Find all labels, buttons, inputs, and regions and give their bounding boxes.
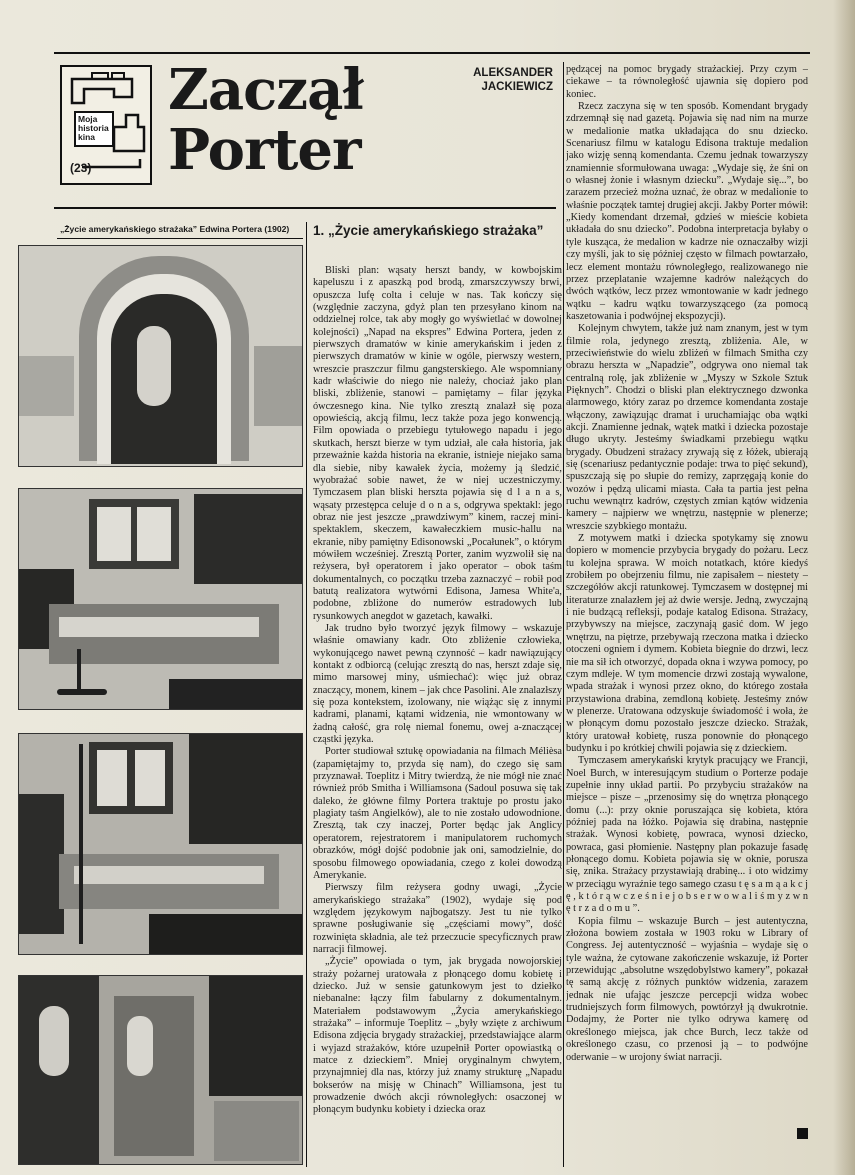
photo-caption: „Życie amerykańskiego strażaka” Edwina Portera (1902): [60, 224, 290, 234]
article-column-middle: [313, 265, 562, 1150]
article-headline: [168, 57, 468, 183]
headline-line-1: Zaczął: [168, 57, 363, 123]
author-byline: [440, 66, 553, 94]
section-heading: 1. „Życie amerykańskiego strażaka”: [313, 223, 544, 238]
author-first-name: ALEKSANDER: [473, 67, 553, 79]
logo-label: Moja historia kina: [74, 111, 114, 147]
series-logo: [60, 65, 152, 185]
column-divider-right: [563, 62, 564, 1167]
series-number: (23): [70, 161, 92, 175]
paragraph: Bliski plan: wąsaty herszt bandy, w kowbojskim kapeluszu i z apaszką pod brodą, zmarszczywszy brwi, opuszcza lufę colta i celuje w nas. Tak kończy się (względnie zaczyna, gdyż plan ten przesyłano kinom na oddzielnej rolce, tak aby mogły go wyświetlać w dowolnej kolejności) „Napad na ekspres” Edwina Portera, jeden z pierwszych dramatów w kinie amerykańskim i jeden z pierwszych dramatów w kinie w ogóle, pierwszy western, wreszcie praszczur filmu gangsterskiego. Ale wspomniany kadr właściwie do niego nie należy, chociaż jako plan bliski, zbliżenie, stanowi – pamiętamy – filar języka ówczesnego kina. Nie tylko zresztą znalazł się poza opowieścią, akcją filmu, lecz także poza jego konwencją. Film opowiada o przebiegu tytułowego napadu i jego skutkach, herszt bierze w tym udział, ale cała historia, jak przeważnie każda historia na ekranie, istnieje niejako sama dla siebie, niby kawałek życia, możemy ją śledzić, wyobrażać sobie nawet, że w niej uczestniczymy. Tymczasem plan bliski herszta pojawia się d l a n a s, wąsaty przestępca celuje d o n a s, odgrywa spektakl: jego obraz nie jest jeszcze „prawdziwym” kinem, raczej mini-spektaklem, skeczem, kawałeczkiem music-hallu na ekranie, niby pamiętny Edisonowski „Pocałunek”, o którym mówiłem wcześniej. Zresztą Porter, zanim wyzwolił się na reżysera, był operatorem i jako operator – obok taśm dokumentalnych, co początku trzeba zaznaczyć – robił pod batutą realizatora wytwórni Edisona, Jamesa White'a, podobne, zbliżone do numerów estradowych lub rysunkowych anegdot w gazetach, kawałki.: [313, 265, 562, 622]
film-still-1: [18, 245, 303, 467]
headline-line-2: Porter: [168, 117, 361, 183]
film-still-3: [18, 733, 303, 955]
top-rule: [54, 52, 810, 54]
article-column-right: [566, 64, 808, 1124]
paragraph: Jak trudno było tworzyć język filmowy – wskazuje właśnie omawiany kadr. Oto zbliżenie człowieka, wykonującego nawet pewną czynność – kadr nawiązujący kontakt z odbiorcą (celując zresztą do nas, herszt zdaje się, mimo marsowej miny, uśmiechać): więc już obraz znaczący, monem, kinem – jak chce Pasolini. Ale znalazłszy się poza kontekstem, izolowany, nie wiążąc się z innymi kadrami, planami, kątami widzenia, nie wmontowany w żadną całość, gra rolę niemal fonemu, owej a-znaczącej cząstki języka.: [313, 622, 562, 746]
paragraph: Z motywem matki i dziecka spotykamy się znowu dopiero w momencie przybycia brygady do pożaru. Lecz tu kolejna sprawa. W moich notatkach, które kiedyś zrobiłem po obejrzeniu filmu, nie zapisałem – niestety – szczegółów akcji ratunkowej. Tymczasem w dostępnej mi literaturze znalazłem jej aż dwie wersje. Jedną, zwyczajną i nie budzącą refleksji, podaje katalog Edisona. Strażacy, przybywszy na miejsce, zaczynają gasić dom. W jego wnętrzu, na piętrze, przebywają rzeczona matka i dziecko otoczeni ogniem i dymem. Kobieta biegnie do drzwi, lecz nie ma sił ich otworzyć, dopada okna i wzywa pomocy, po czym mdleje. W tym momencie drzwi zostają wywalone, wpada strażak i wynosi przez okno, do którego została przystawiona drabina, zemdloną kobietę. Jesteśmy znów w plenerze. Uratowana odzyskuje świadomość i wołа, że w płonącym domu pozostało jeszcze dziecko. Strażak, który uratował kobietę, rusza ponownie do płonącego budynku i po krótkiej chwili pojawia się z dzieckiem.: [566, 533, 808, 754]
paragraph: pędzącej na pomoc brygady strażackiej. Przy czym – ciekawe – ta równoległość ujawnia się dopiero pod koniec.: [566, 64, 808, 100]
film-still-2: [18, 488, 303, 710]
paragraph: Porter studiował sztukę opowiadania na filmach Mélièsa (zapamiętajmy to, przyda się nam), do czego się sam przyznawał. Toeplitz i Mitry twierdzą, że nie mógł nie znać również prób Smitha i Williamsona (Sadoul posuwa się tak daleko, że główne filmy Portera traktuje po prostu jako plagiaty taśm Angielków), ale to nie zostało udowodnione. Zresztą, tak czy inaczej, Porter będąc jak Anglicy operatorem, rejestratorem i manipulatorem ruchomych obrazków, mógł dojść podobnie jak oni, samodzielnie, do sposobu filmowego opowiadania, czego z kolei dowodzą Amerykanie.: [313, 746, 562, 881]
film-still-4: [18, 975, 303, 1165]
author-last-name: JACKIEWICZ: [481, 81, 553, 93]
paragraph: Pierwszy film reżysera godny uwagi, „Życie amerykańskiego strażaka” (1902), wydaje się pod względem językowym najbogatszy. Jest tu nie tylko sprawne posługiwanie się „częściami mowy”, dość rozwinięta składnia, ale też przeczucie specyficznych praw narracji filmowej.: [313, 882, 562, 955]
column-divider-left: [306, 222, 307, 1167]
paragraph: Kolejnym chwytem, także już nam znanym, jest w tym filmie rola, jedynego zresztą, zbliżenia. Ale, w przeciwieństwie do wielu zbliżeń w filmach Smitha czy obrazu hersztа w „Napadzie”, odgrywa ono niemal tak centralną rolę, jak zbliżenie w „Myszy w Szkole Sztuk Pięknych”. Chodzi o bliski plan elektrycznego dzwonka alarmowego, który zaraz po drzemce komendanta zostaje włączony, zawiązując dramat i uruchamiając oba wątki akcji. Znamienne jednak, wątek matki i dziecka pozostaje długo ukryty. Jesteśmy świadkami przebiegu wątku brygady. Obudzeni strażacy zrywają się z łóżek, ubierają się (scenariusz pedantycznie podaje: trwa to pięć sekund), spuszczają się po słupie do remizy, zaprzęgają konie do wozów i pędzą ulicami miasta. Cała ta partia jest pełna ruchu wewnątrz kadrów, częstych zmian kątów widzenia kamery – najpierw we wnętrzu, następnie w plenerze; wreszcie szybkiego montażu.: [566, 323, 808, 532]
end-of-article-mark: [797, 1128, 808, 1139]
caption-underline: [57, 238, 303, 239]
paragraph: Tymczasem amerykański krytyk pracujący we Francji, Noel Burch, w interesującym studium o Porterze podaje zupełnie inny układ partii. Po przybyciu strażaków na miejsce – pisze – „przenosimy się do wnętrza płonącego domu (...): przy oknie poruszająca się kobieta, która później pada na łóżko. Pojawia się drabina, następnie strażak. Wynosi kobietę, powraca, wynosi dziecko, powraca, gasi płomienie. Następny plan pokazuje fasadę płonącego domu. Kobieta pojawia się w oknie, porusza się, znika. Strażacy przystawiają drabinę... i oto widzimy w przeciągu wyraźnie tego samego czasu t ę s a m ą a k c j ę , k t ó r ą w c z e ś n i e j o b s e r w o w a l i ś m y z w n ę t r z a d o m u ”.: [566, 755, 808, 915]
header-bottom-rule: [54, 207, 556, 209]
paragraph: Kopia filmu – wskazuje Burch – jest autentyczna, złożona bowiem została w 1903 roku w Library of Congress. Jej autentyczność – wyjaśnia – wydaje się o tyle ważna, że cytowane zakończenie wskazuje, iż Porter przewidując „absolutne wszędobylstwo kamery”, pokazał tę samą akcję z różnych punktów widzenia, zarazem jednak nie ufając jeszcze percepcji widza wobec trudniejszych form filmowych, powtórzył ją dwukrotnie. Dodajmy, że Porter nie tylko odrywa kamerę od określonego miejsca, jak chce Burch, lecz także od określonego czasu, co przenosi ją – to podwójne oderwanie – w urojony świat narracji.: [566, 915, 808, 1063]
paragraph: Rzecz zaczyna się w ten sposób. Komendant brygady zdrzemnął się nad gazetą. Pojawia się nad nim na murze w medalionie matka układająca do snu dziecko. Scenariusz filmu w katalogu Edisona traktuje medalion jako wizję senną komendanta. Czemu jednak towarzyszy znamiennie sformułowana uwaga: „Wydaje się, że śni on o własnej żonie i własnym dziecku”. „Wydaje się...”, bo zarazem przecież można uznać, że obraz w medalionie to właśnie początek tamtej drugiej akcji. Jakby Porter mówił: „Kiedy komendant drzemał, gdzieś w mieście kobieta układała do snu dziecko”. Podobna interpretacja byłaby o tyle kusząca, że medalion w kadrze nie oznaczałby wizji czy myśli, jak to się później często w filmach powtarzało, lecz element montażu równoległego, realizowanego nie przez przeplatanie wzajemne kadrów należących do dwóch wątków, lecz przez wmontowanie w kadr jednego wątku – kadru wątku towarzyszącego (za pomocą kaszetowania i podwójnej ekspozycji).: [566, 101, 808, 322]
paragraph: „Życie” opowiada o tym, jak brygada nowojorskiej straży pożarnej uratowała z płonącego domu kobietę i dziecko. Już w sensie gatunkowym jest to dziełko niebanalne: łączy film fabularny z dokumentalnym. Materiałem podstawowym „Życia amerykańskiego strażaka” – informuje Toeplitz – „były wzięte z archiwum Edisona zdjęcia brygady strażackiej, przedstawiające alarm i wyjazd strażaków, które uzupełnił Porter opowiastką o matce z dzieckiem”. Mniej oryginalnym chwytem, przynajmniej dla nas, którzy już znamy strukturę „Napadu bokserów na misję w Chinach” Williamsona, jest tu prowadzenie dwóch akcji równoległych: osaczonej w płonącym budynku kobiety i dziecka oraz: [313, 956, 562, 1116]
page-edge-shadow: [833, 0, 855, 1175]
